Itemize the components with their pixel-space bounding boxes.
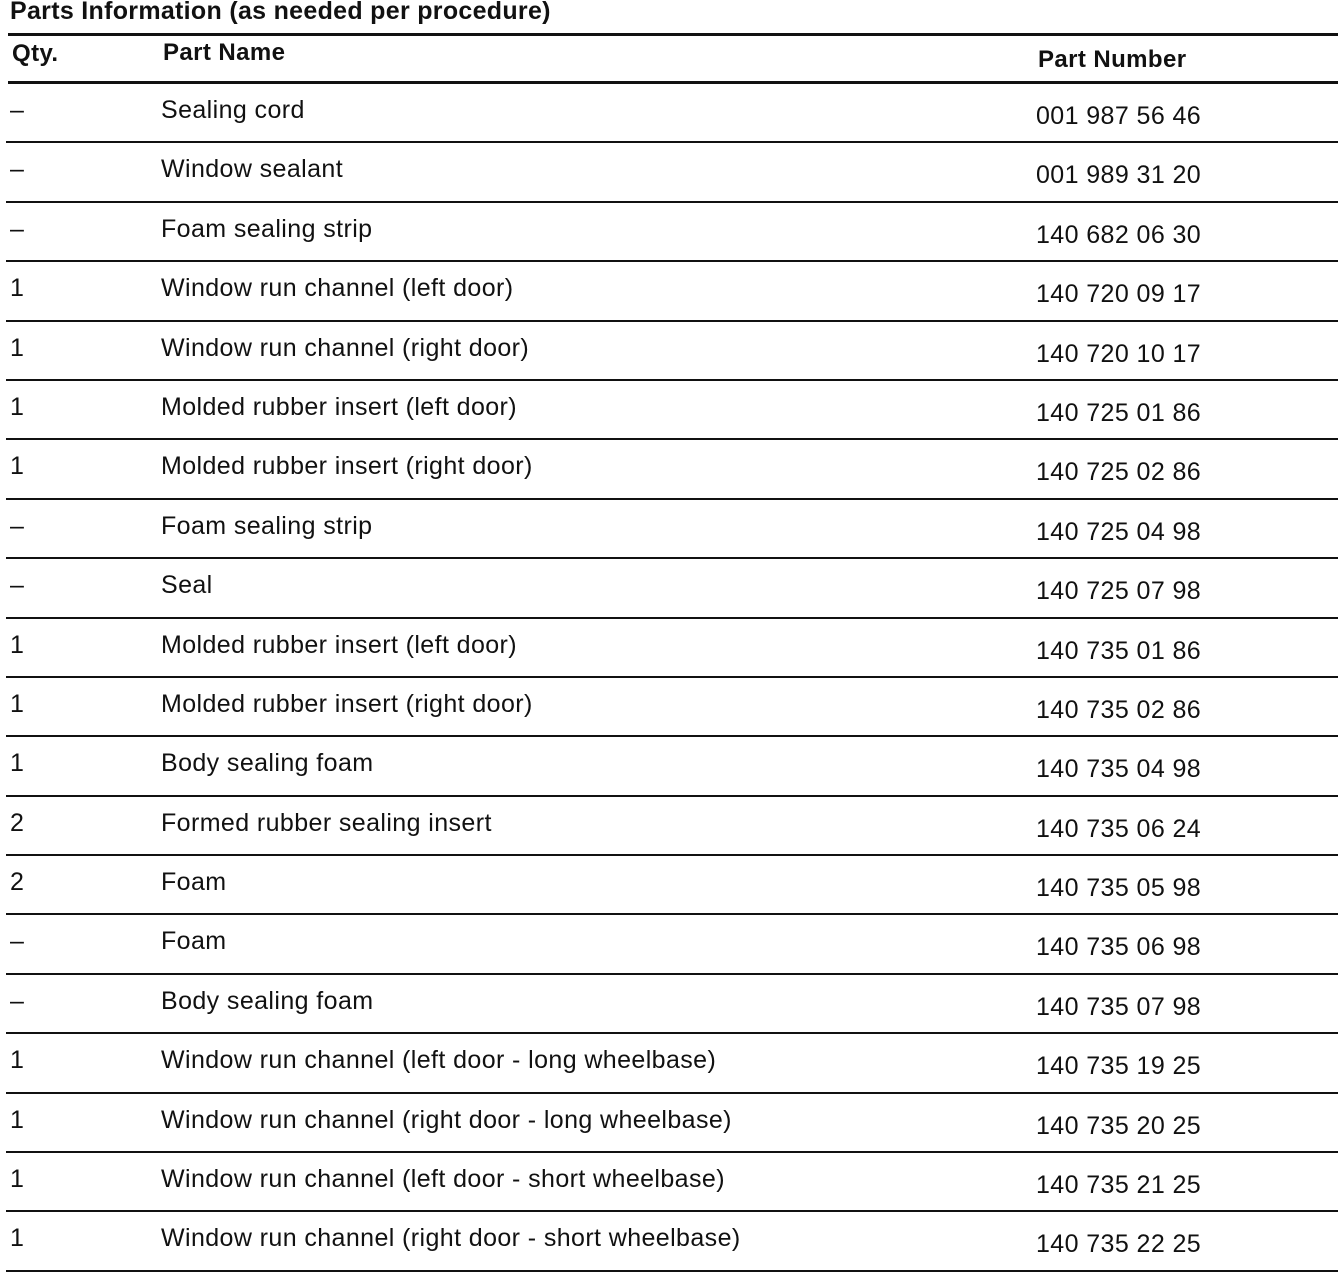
row-part-name-cell: Window run channel (right door - long wheelbase)	[161, 1105, 732, 1134]
row-part-number-cell: 140 735 20 25	[1036, 1111, 1202, 1140]
row-part-name-cell: Window run channel (left door - short wheelbase)	[161, 1165, 725, 1194]
table-row	[6, 440, 1338, 499]
row-qty-cell: –	[10, 214, 25, 243]
row-part-number-cell: 140 735 21 25	[1036, 1171, 1202, 1200]
row-part-name-cell: Foam sealing strip	[161, 214, 373, 243]
row-part-name-cell: Window run channel (right door)	[161, 333, 530, 362]
table-header-row	[8, 36, 1338, 84]
table-row	[6, 1212, 1338, 1271]
row-qty-cell: 2	[10, 868, 25, 897]
row-part-number-cell: 001 987 56 46	[1036, 102, 1202, 130]
row-part-number-cell: 140 720 09 17	[1036, 280, 1202, 309]
table-row	[6, 1094, 1338, 1153]
table-row	[6, 559, 1338, 618]
table-row	[6, 143, 1338, 202]
row-part-name-cell: Sealing cord	[161, 96, 305, 124]
row-part-number-cell: 140 735 01 86	[1036, 636, 1202, 665]
row-part-number-cell: 140 725 04 98	[1036, 517, 1202, 546]
column-header-part-name: Part Name	[163, 39, 286, 66]
row-part-name-cell: Window run channel (left door)	[161, 274, 514, 303]
parts-table	[0, 36, 1344, 1272]
row-qty-cell: 1	[10, 1046, 25, 1075]
row-part-name-cell: Foam	[161, 927, 227, 956]
table-row	[6, 975, 1338, 1034]
row-part-name-cell: Molded rubber insert (left door)	[161, 630, 518, 659]
page-title: Parts Information (as needed per procedure)	[10, 0, 551, 25]
table-row	[6, 500, 1338, 559]
row-qty-cell: 1	[10, 749, 25, 778]
row-part-number-cell: 140 720 10 17	[1036, 339, 1202, 368]
row-qty-cell: –	[10, 511, 25, 540]
row-qty-cell: 1	[10, 274, 25, 303]
row-qty-cell: 1	[10, 392, 25, 421]
table-row	[6, 619, 1338, 678]
table-row	[6, 1153, 1338, 1212]
row-qty-cell: –	[10, 571, 25, 600]
row-part-name-cell: Foam	[161, 868, 227, 897]
row-part-number-cell: 140 735 02 86	[1036, 695, 1202, 724]
table-row	[6, 678, 1338, 737]
row-qty-cell: 1	[10, 689, 25, 718]
row-qty-cell: 1	[10, 630, 25, 659]
row-part-number-cell: 140 725 07 98	[1036, 577, 1202, 606]
row-part-name-cell: Seal	[161, 571, 213, 600]
row-part-name-cell: Molded rubber insert (right door)	[161, 452, 533, 481]
row-part-number-cell: 140 735 04 98	[1036, 755, 1202, 784]
row-qty-cell: 1	[10, 1165, 25, 1194]
row-qty-cell: –	[10, 986, 25, 1015]
row-part-name-cell: Window sealant	[161, 155, 344, 184]
table-row	[6, 322, 1338, 381]
table-row	[6, 381, 1338, 440]
row-part-name-cell: Window run channel (right door - short wheelbase)	[161, 1224, 741, 1253]
row-qty-cell: –	[10, 96, 25, 124]
row-part-name-cell: Formed rubber sealing insert	[161, 808, 492, 837]
row-part-number-cell: 140 735 22 25	[1036, 1230, 1202, 1259]
row-part-name-cell: Body sealing foam	[161, 986, 374, 1015]
row-qty-cell: 1	[10, 1224, 25, 1253]
row-qty-cell: 1	[10, 452, 25, 481]
row-qty-cell: 2	[10, 808, 25, 837]
row-part-number-cell: 001 989 31 20	[1036, 161, 1202, 190]
row-qty-cell: –	[10, 155, 25, 184]
row-part-number-cell: 140 682 06 30	[1036, 220, 1202, 249]
table-row	[6, 737, 1338, 796]
column-header-qty: Qty.	[12, 40, 59, 67]
table-row	[6, 797, 1338, 856]
row-part-number-cell: 140 725 01 86	[1036, 398, 1202, 427]
row-part-number-cell: 140 725 02 86	[1036, 458, 1202, 487]
row-part-name-cell: Foam sealing strip	[161, 511, 373, 540]
row-part-name-cell: Molded rubber insert (right door)	[161, 689, 533, 718]
table-row	[6, 203, 1338, 262]
table-row	[6, 262, 1338, 321]
row-qty-cell: 1	[10, 1105, 25, 1134]
row-part-name-cell: Body sealing foam	[161, 749, 374, 778]
row-part-number-cell: 140 735 19 25	[1036, 1052, 1202, 1081]
row-part-number-cell: 140 735 05 98	[1036, 874, 1202, 903]
table-row	[6, 856, 1338, 915]
row-qty-cell: –	[10, 927, 25, 956]
row-part-number-cell: 140 735 06 24	[1036, 814, 1202, 843]
row-qty-cell: 1	[10, 333, 25, 362]
row-part-name-cell: Window run channel (left door - long wheelbase)	[161, 1046, 717, 1075]
row-part-number-cell: 140 735 06 98	[1036, 933, 1202, 962]
row-part-name-cell: Molded rubber insert (left door)	[161, 392, 518, 421]
column-header-part-number: Part Number	[1038, 46, 1187, 73]
table-body	[0, 84, 1344, 1272]
table-row	[6, 84, 1338, 143]
table-row	[6, 1034, 1338, 1093]
row-part-number-cell: 140 735 07 98	[1036, 992, 1202, 1021]
table-row	[6, 915, 1338, 974]
